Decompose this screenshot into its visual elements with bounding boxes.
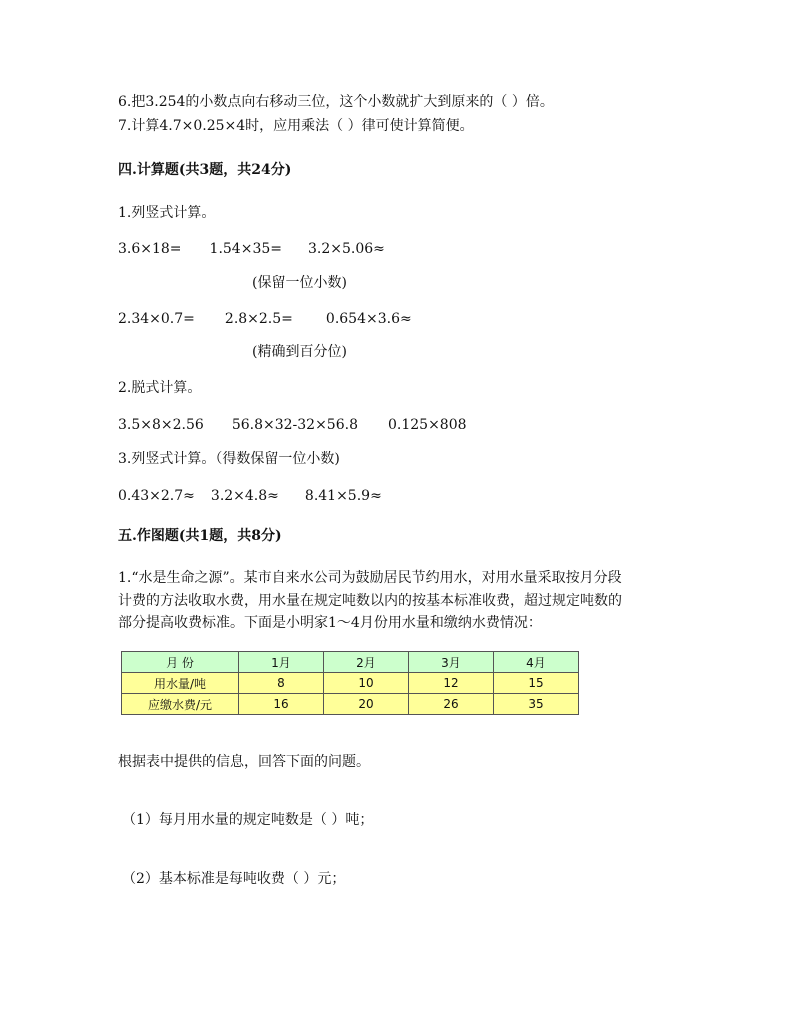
- table-row: [122, 673, 579, 694]
- table-cell: 8: [239, 673, 324, 694]
- sub-question-2: （2）基本标准是每吨收费（ ）元；: [122, 871, 346, 887]
- question-7: 7.计算4.7×0.25×4时，应用乘法（ ）律可使计算简便。: [118, 118, 474, 134]
- sub-question-1: （1）每月用水量的规定吨数是（ ）吨；: [122, 812, 374, 828]
- problem-1-row-2: [118, 309, 412, 329]
- expr: 2.8×2.5=: [224, 311, 293, 327]
- expr: 0.654×3.6≈: [325, 311, 412, 327]
- table-cell: 12: [409, 673, 494, 694]
- question-6: 6.把3.254的小数点向右移动三位，这个小数就扩大到原来的（ ）倍。: [118, 94, 554, 110]
- expr: 2.34×0.7=: [118, 311, 195, 327]
- intro-line-2: 计费的方法收取水费，用水量在规定吨数以内的按基本标准收费，超过规定吨数的: [118, 593, 622, 609]
- table-header-cell: 2月: [324, 652, 409, 673]
- intro-line-1: 1.“水是生命之源”。某市自来水公司为鼓励居民节约用水，对用水量采取按月分段: [118, 570, 622, 586]
- expr: 8.41×5.9≈: [304, 488, 382, 504]
- expr: 1.54×35=: [209, 241, 282, 257]
- problem-2-title: 2.脱式计算。: [118, 380, 202, 396]
- table-cell: 10: [324, 673, 409, 694]
- after-table-text: 根据表中提供的信息，回答下面的问题。: [118, 754, 370, 770]
- table-row: [122, 694, 579, 715]
- table-header-row: [122, 652, 579, 673]
- table-header-cell: 月 份: [122, 652, 239, 673]
- table-header-cell: 4月: [494, 652, 579, 673]
- table-cell: 应缴水费/元: [122, 694, 239, 715]
- table-cell: 用水量/吨: [122, 673, 239, 694]
- problem-1-note-2: (精确到百分位): [252, 344, 347, 360]
- problem-3-title: 3.列竖式计算。（得数保留一位小数): [118, 451, 340, 467]
- intro-line-3: 部分提高收费标准。下面是小明家1～4月份用水量和缴纳水费情况：: [118, 615, 542, 631]
- table-header-cell: 1月: [239, 652, 324, 673]
- section-4-title: 四.计算题(共3题，共24分): [118, 162, 292, 178]
- expr: 3.2×4.8≈: [210, 488, 279, 504]
- table-cell: 26: [409, 694, 494, 715]
- expr: 56.8×32-32×56.8: [231, 417, 358, 433]
- problem-1-title: 1.列竖式计算。: [118, 205, 216, 221]
- table-cell: 15: [494, 673, 579, 694]
- table-cell: 16: [239, 694, 324, 715]
- expr: 0.43×2.7≈: [118, 488, 195, 504]
- table-cell: 20: [324, 694, 409, 715]
- problem-1-row-1: [118, 239, 385, 259]
- expr: 3.2×5.06≈: [308, 241, 385, 257]
- section-5-title: 五.作图题(共1题，共8分): [118, 528, 282, 544]
- expr: 0.125×808: [387, 417, 467, 433]
- water-fee-table: [121, 651, 579, 715]
- table-cell: 35: [494, 694, 579, 715]
- problem-1-note-1: (保留一位小数): [252, 275, 347, 291]
- problem-3-row: [118, 486, 382, 506]
- problem-2-row: [118, 415, 467, 435]
- table-header-cell: 3月: [409, 652, 494, 673]
- expr: 3.6×18=: [118, 241, 182, 257]
- expr: 3.5×8×2.56: [118, 417, 204, 433]
